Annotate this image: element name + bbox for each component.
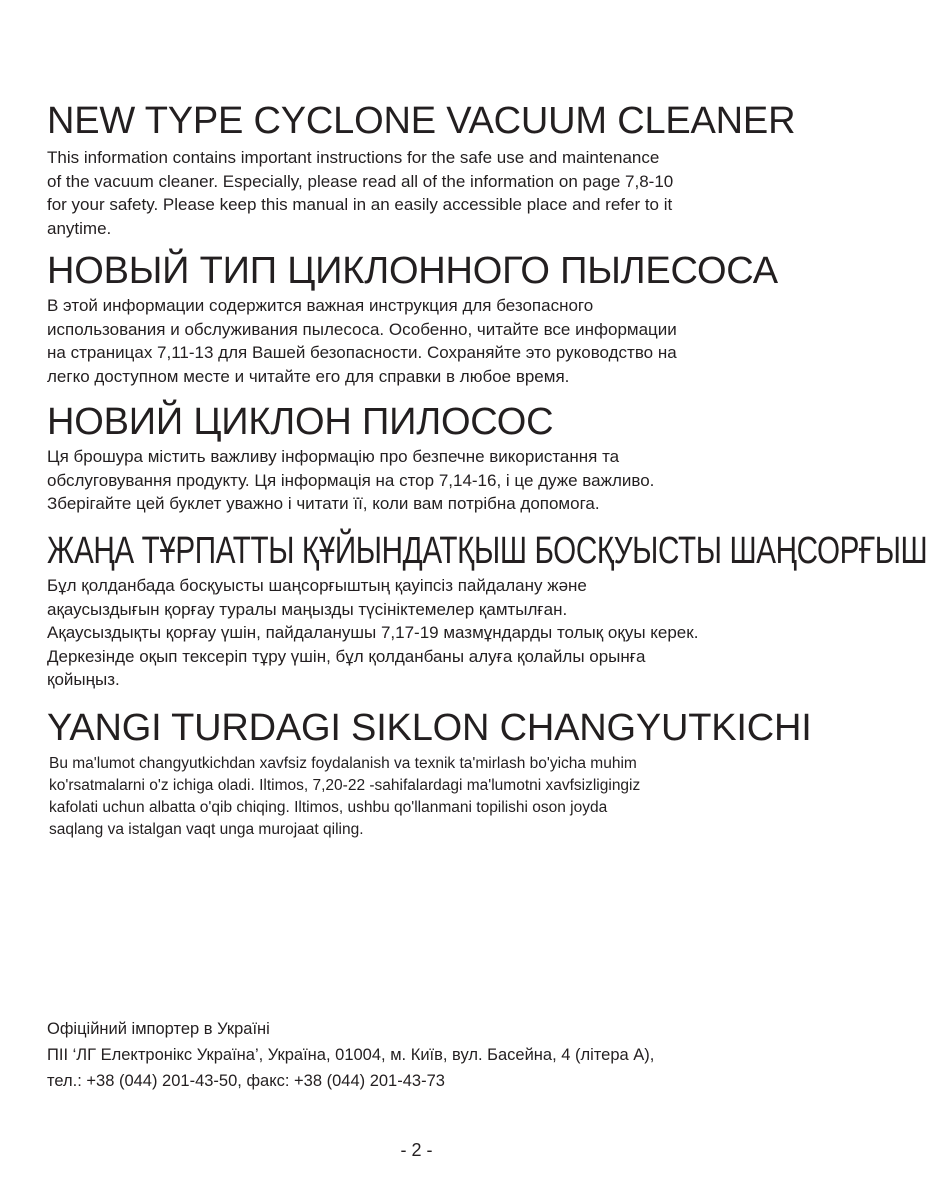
body-line: использования и обслуживания пылесоса. Особенно, читайте все информации xyxy=(47,319,677,339)
section-title-russian: НОВЫЙ ТИП ЦИКЛОННОГО ПЫЛЕСОСА xyxy=(47,250,778,292)
body-line: Ця брошура містить важливу інформацію про безпечне використання та xyxy=(47,447,620,466)
section-russian xyxy=(47,250,807,388)
body-line: қойыңыз. xyxy=(47,670,120,689)
body-line: В этой информации содержится важная инструкция для безопасного xyxy=(47,296,594,315)
body-line: of the vacuum cleaner. Especially, please read all of the information on page 7,8-10 xyxy=(47,171,674,191)
section-title-kazakh: ЖАҢА ТҰРПАТТЫ ҚҰЙЫНДАТҚЫШ БОСҚУЫСТЫ ШАҢСОРҒЫШ xyxy=(47,530,927,572)
section-title-english: NEW TYPE CYCLONE VACUUM CLEANER xyxy=(47,100,796,142)
body-line: Зберігайте цей буклет уважно і читати її, коли вам потрібна допомога. xyxy=(47,494,600,513)
body-line: легко доступном месте и читайте его для справки в любое время. xyxy=(47,366,570,386)
importer-info xyxy=(47,1016,654,1094)
page-number: - 2 - xyxy=(400,1140,433,1160)
body-line: This information contains important instructions for the safe use and maintenance xyxy=(47,148,660,167)
importer-address: ПІІ ‘ЛГ Електронікс Україна’, Україна, 01004, м. Київ, вул. Басейна, 4 (літера А), xyxy=(47,1046,655,1064)
section-uzbek xyxy=(47,707,812,841)
section-ukrainian xyxy=(47,401,807,516)
section-title-ukrainian: НОВИЙ ЦИКЛОН ПИЛОСОС xyxy=(47,401,554,443)
section-body-kazakh xyxy=(47,574,807,692)
body-line: anytime. xyxy=(47,218,112,238)
section-body-uzbek xyxy=(47,753,807,841)
section-english xyxy=(47,100,807,240)
body-line: for your safety. Please keep this manual in an easily accessible place and refer to it xyxy=(47,195,673,214)
section-body-english xyxy=(47,146,807,240)
section-body-russian xyxy=(47,294,807,388)
section-title-uzbek: YANGI TURDAGI SIKLON CHANGYUTKICHI xyxy=(47,707,812,749)
importer-heading: Офіційний імпортер в Україні xyxy=(47,1020,270,1038)
body-line: ko'rsatmalarni o'z ichiga oladi. Iltimos, 7,20-22 -sahifalardagi ma'lumotni xavfsizligingiz xyxy=(49,777,641,794)
section-kazakh xyxy=(47,530,927,692)
body-line: kafolati uchun albatta o'qib chiqing. Iltimos, ushbu qo'llanmani topilishi oson joyda xyxy=(49,799,608,816)
section-body-ukrainian xyxy=(47,445,807,516)
importer-phone: тел.: +38 (044) 201-43-50, факс: +38 (044) 201-43-73 xyxy=(47,1072,445,1090)
body-line: на страницах 7,11-13 для Вашей безопасности. Сохраняйте это руководство на xyxy=(47,343,677,362)
body-line: saqlang va istalgan vaqt unga murojaat qiling. xyxy=(49,821,364,838)
body-line: Деркезінде оқып тексеріп тұру үшін, бұл қолданбаны алуға қолайлы орынға xyxy=(47,646,646,666)
body-line: Бұл қолданбада босқуысты шаңсорғыштың қауіпсіз пайдалану және xyxy=(47,576,587,595)
body-line: Ақаусыздықты қорғау үшін, пайдаланушы 7,17-19 мазмұндарды толық оқуы керек. xyxy=(47,623,699,642)
body-line: ақаусыздығын қорғау туралы маңызды түсініктемелер қамтылған. xyxy=(47,599,568,619)
body-line: Bu ma'lumot changyutkichdan xavfsiz foydalanish va texnik ta'mirlash bo'yicha muhim xyxy=(49,755,637,772)
body-line: обслуговування продукту. Ця інформація на стор 7,14-16, і це дуже важливо. xyxy=(47,470,655,490)
